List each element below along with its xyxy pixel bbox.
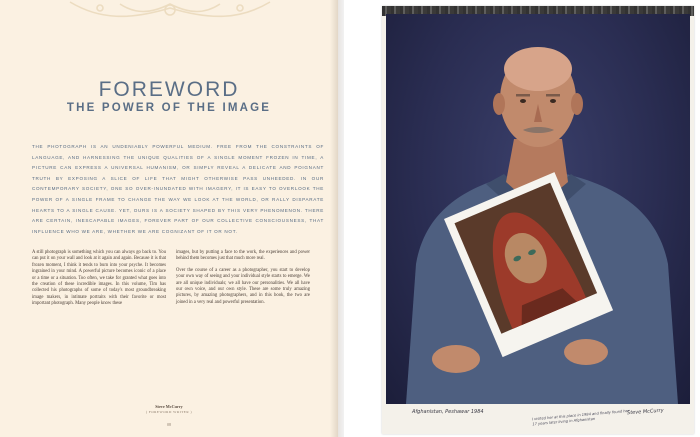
author-signature: Steve McCurry <box>155 404 183 409</box>
body-paragraph: Over the course of a career as a photographer, you start to develop your own way of seeing and your individual style starts to emerge. We are all unique individuals; we all have our personalities. We all have our own voice, and our own style. These are some truly amazing pictures, by amazing photographers, and in this book, the two are joined in a very real and powerful presentation. <box>176 267 310 305</box>
intro-paragraph: THE PHOTOGRAPH IS AN UNDENIABLY POWERFUL MEDIUM. FREE FROM THE CONSTRAINTS OF LANGUAGE, AND HARNESSING THE UNIQUE QUALITIES OF A SINGLE MOMENT FROZEN IN TIME, A PICTURE CAN EXPRESS A UNIVERSAL HUMANISM, OR SIMPLY REVEAL A DELICATE AND POIGNANT TRUTH BY EXPOSING A SLICE OF LIFE THAT MIGHT OTHERWISE PASS UNHEEDED. IN OUR CONTEMPORARY SOCIETY, ONE SO OVER-INUNDATED WITH IMAGERY, IT IS EASY TO OVERLOOK THE POWER OF A SINGLE FRAME TO CHANGE THE WAY WE LOOK AT THE WORLD, OR RALLY DISPARATE HEARTS TO A SINGLE CAUSE. YET, OURS IS A SOCIETY SHAPED BY THIS VERY PHENOMENON. THERE ARE CERTAIN, INESCAPABLE IMAGES, FOREVER PART OF OUR COLLECTIVE CONSCIOUSNESS, THAT INFLUENCE WHO WE ARE, WHETHER WE ARE COGNIZANT OF IT OR NOT. <box>32 144 324 234</box>
body-column-left <box>32 250 166 313</box>
author-role: ( FOREWORD WRITER ) <box>145 410 193 414</box>
body-paragraph: A still photograph is something which you can always go back to. You can put it on your wall and look at it again and again. Because it is that frozen moment, I think it tends to burn into your psyche. It becomes ingrained in your mind. A powerful picture becomes iconic of a place or a time or a situation. Too often, we take for granted what goes into the creation of these incredible images. In this volume, Tim has collected his photographs of some of today's most groundbreaking image makers, in intimate portraits with their favorite or most important photograph. Many people know these <box>32 250 166 307</box>
portrait-illustration <box>386 14 690 404</box>
page-number: 08 <box>167 422 171 427</box>
portrait-photo <box>386 14 690 404</box>
floral-ornament-icon <box>60 0 280 22</box>
handwritten-caption: Afghanistan, Peshawar 1984 <box>412 409 484 415</box>
page-subtitle: THE POWER OF THE IMAGE <box>66 102 272 114</box>
body-column-right <box>176 250 310 311</box>
handwritten-note: I visited her at this place in 1984 and finally found her 17 years later living in Afghanistan <box>531 408 630 427</box>
book-gutter <box>330 0 344 437</box>
handwritten-signature: Steve McCurry <box>626 407 664 417</box>
left-page <box>0 0 338 437</box>
body-paragraph: images, but by putting a face to the work, the experiences and power behind them becomes just that much more real. <box>176 250 310 262</box>
page-title: FOREWORD <box>98 78 240 101</box>
polaroid-print <box>382 6 694 434</box>
right-page <box>344 0 700 437</box>
